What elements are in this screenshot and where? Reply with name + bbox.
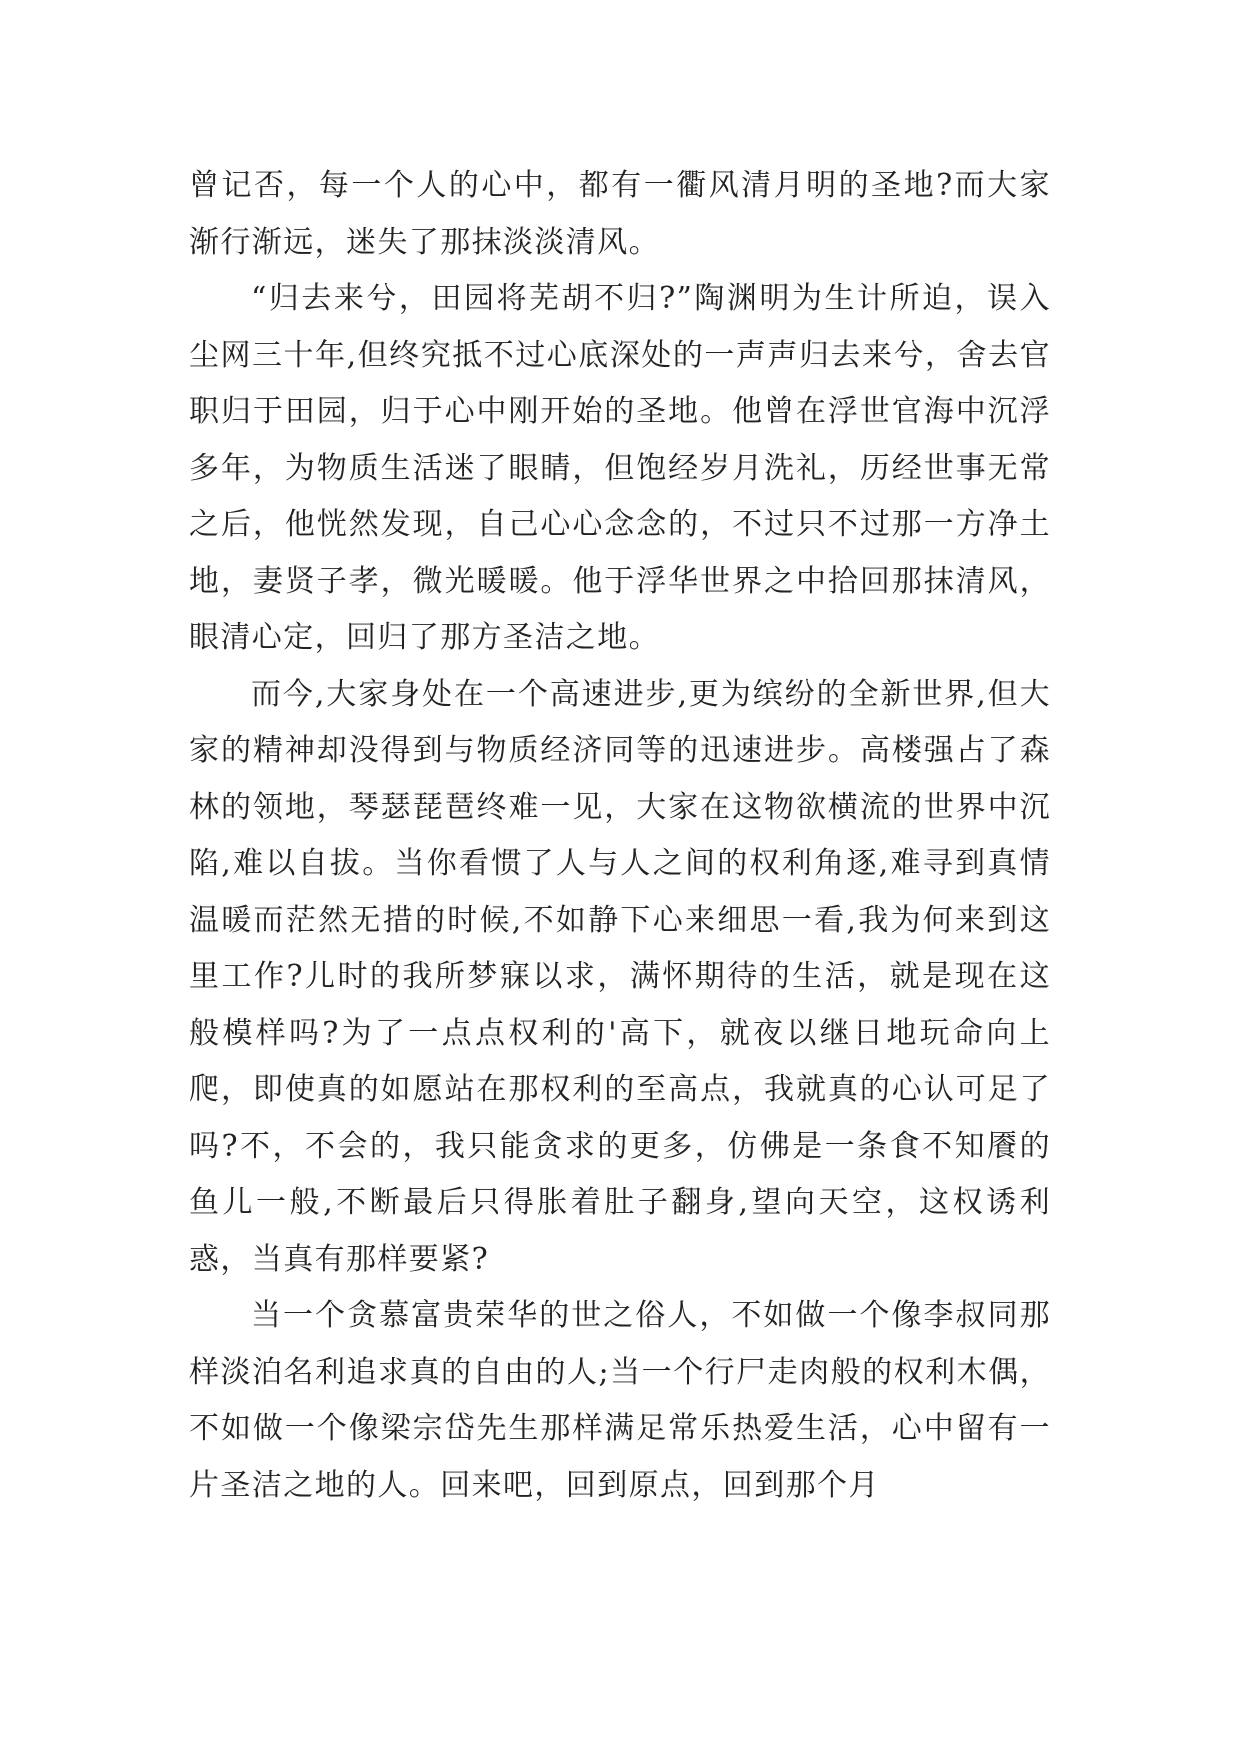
paragraph-3: 而今,大家身处在一个高速进步,更为缤纷的全新世界,但大家的精神却没得到与物质经济同等的迅速进步。高楼强占了森林的领地，琴瑟琵琶终难一见，大家在这物欲横流的世界中沉陷,难以自拔。当你看惯了人与人之间的权利角逐,难寻到真情温暖而茫然无措的时候,不如静下心来细思一看,我为何来到这里工作?儿时的我所梦寐以求，满怀期待的生活，就是现在这般模样吗?为了一点点权利的'高下，就夜以继日地玩命向上爬，即使真的如愿站在那权利的至高点，我就真的心认可足了吗?不，不会的，我只能贪求的更多，仿佛是一条食不知餍的鱼儿一般,不断最后只得胀着肚子翻身,望向天空，这权诱利惑，当真有那样要紧? (189, 676, 1051, 1277)
paragraph-1: 曾记否，每一个人的心中，都有一衢风清月明的圣地?而大家渐行渐远，迷失了那抹淡淡清风。 (189, 168, 1051, 260)
paragraph-2: “归去来兮，田园将芜胡不归?”陶渊明为生计所迫，误入尘网三十年,但终究抵不过心底深处的一声声归去来兮，舍去官职归于田园，归于心中刚开始的圣地。他曾在浮世官海中沉浮多年，为物质生活迷了眼睛，但饱经岁月洗礼，历经世事无常之后，他恍然发现，自己心心念念的，不过只不过那一方净土地，妻贤子孝，微光暖暖。他于浮华世界之中拾回那抹清风，眼清心定，回归了那方圣洁之地。 (189, 281, 1051, 655)
paragraph-4: 当一个贪慕富贵荣华的世之俗人，不如做一个像李叔同那样淡泊名利追求真的自由的人;当一个行尸走肉般的权利木偶，不如做一个像梁宗岱先生那样满足常乐热爱生活，心中留有一片圣洁之地的人。回来吧，回到原点，回到那个月 (189, 1298, 1051, 1503)
document-body (189, 158, 1051, 1514)
